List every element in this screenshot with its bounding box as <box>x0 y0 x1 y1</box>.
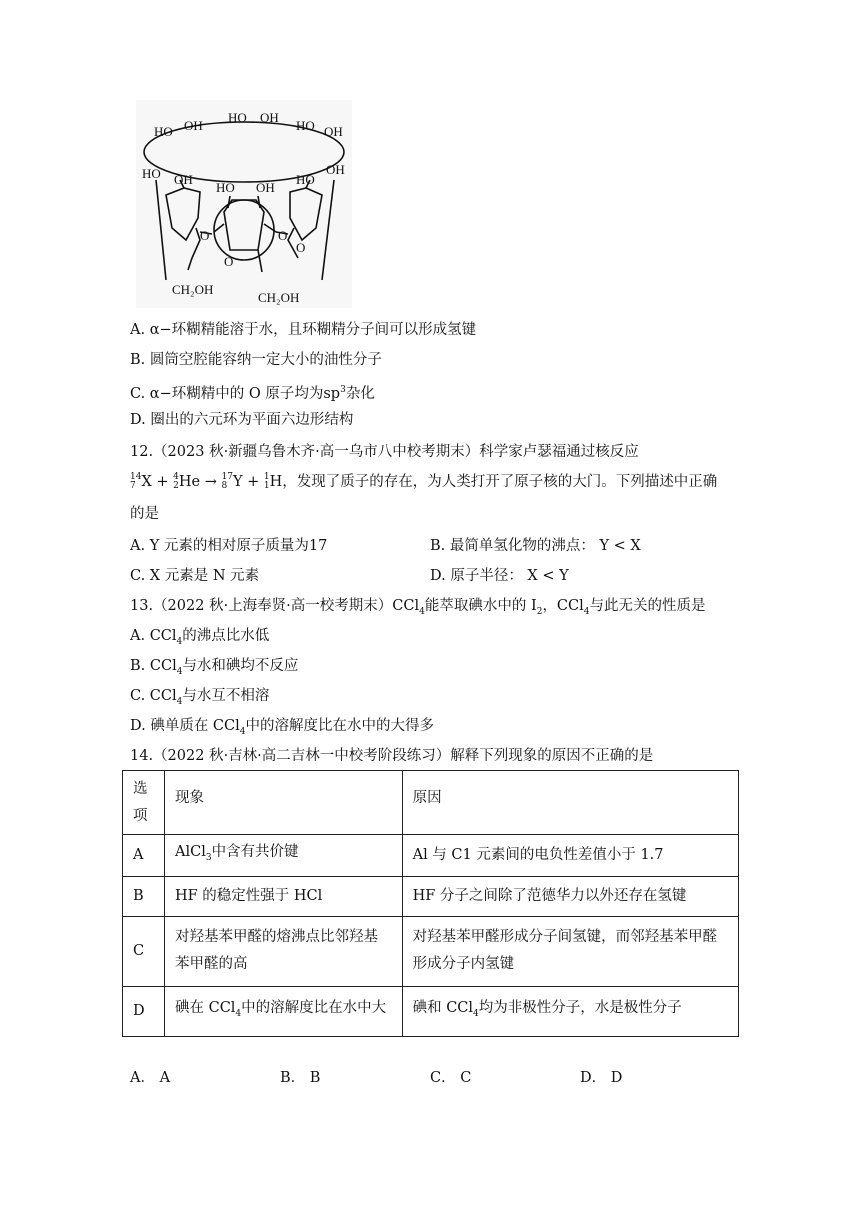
cell-text: 均为非极性分子，水是极性分子 <box>478 999 682 1016</box>
option-letter: C. <box>130 688 146 704</box>
option-letter: C. <box>130 568 146 584</box>
figure-ho-label: HO <box>296 172 315 187</box>
option-text: CCl <box>149 658 177 674</box>
header-text: 选 <box>133 780 148 797</box>
figure-ho-label: HO <box>142 166 161 181</box>
header-option <box>123 771 165 835</box>
option-text: 圆筒空腔能容纳一定大小的油性分子 <box>149 352 382 368</box>
subscript: 2 <box>536 606 543 617</box>
figure-o-label: O <box>200 228 210 243</box>
q14-answer-d[interactable]: D． D <box>580 1070 623 1086</box>
q11-option-d[interactable] <box>130 410 353 430</box>
row-phenomenon: HF 的稳定性强于 HCl <box>164 876 402 916</box>
option-text: 圈出的六元环为平面六边形结构 <box>150 412 354 428</box>
option-text: α−环糊精中的 O 原子均为 <box>149 385 324 402</box>
figure-oh-label: OH <box>326 162 345 177</box>
option-letter: A. <box>130 538 146 554</box>
table-row <box>123 916 739 986</box>
he-atomic-number: 2 <box>173 481 179 491</box>
cyclodextrin-structure-figure <box>136 100 352 308</box>
x-mass-number: 14 <box>130 472 142 482</box>
reaction-arrow: → <box>204 474 217 490</box>
q14-table <box>122 770 739 1037</box>
figure-o-label: O <box>278 228 288 243</box>
q12-option-d[interactable] <box>430 566 569 586</box>
cell-text: AlCl <box>174 844 206 860</box>
table-row <box>123 876 739 916</box>
q13-stem <box>130 596 706 622</box>
row-key: B <box>123 876 165 916</box>
option-text: 中的溶解度比在水中的大得多 <box>245 718 434 734</box>
he-symbol: He <box>178 474 201 490</box>
option-text: 与水和碘均不反应 <box>182 658 299 674</box>
option-text: CCl <box>149 628 177 644</box>
y-mass-number: 17 <box>221 472 233 482</box>
subscript: 4 <box>176 666 183 677</box>
y-symbol: Y <box>232 474 243 490</box>
q13-option-a[interactable] <box>130 626 269 652</box>
row-phenomenon <box>164 916 402 986</box>
subscript: 4 <box>176 696 183 707</box>
option-text: CCl <box>149 688 177 704</box>
q13-option-b[interactable] <box>130 656 298 682</box>
q11-option-a[interactable] <box>130 320 476 340</box>
x-symbol: X <box>141 474 152 490</box>
q12-option-a[interactable] <box>130 536 327 556</box>
figure-oh-label: OH <box>174 172 193 187</box>
q11-option-b[interactable] <box>130 350 382 370</box>
option-letter: D. <box>430 568 446 584</box>
row-phenomenon <box>164 986 402 1036</box>
q12-option-b[interactable] <box>430 536 641 556</box>
cell-text: 碘在 CCl <box>174 999 236 1016</box>
row-key: C <box>123 916 165 986</box>
row-reason: Al 与 C1 元素间的电负性差值小于 1.7 <box>402 835 738 877</box>
h-atomic-number: 1 <box>263 481 270 491</box>
option-letter: B. <box>130 352 146 368</box>
cell-text: 中含有共价键 <box>211 844 299 860</box>
row-key: D <box>123 986 165 1036</box>
cell-text: 对羟基苯甲醛形成分子间氢键，而邻羟基苯甲醛 <box>412 929 718 946</box>
figure-ho-label: HO <box>228 110 247 125</box>
subscript: 4 <box>235 1008 242 1019</box>
option-text: X 元素是 N 元素 <box>149 568 260 584</box>
plus-sign: + <box>247 474 260 490</box>
option-text: 杂化 <box>345 385 375 402</box>
q12-stem-line2 <box>130 472 717 492</box>
figure-oh-label: OH <box>324 124 343 139</box>
row-reason: HF 分子之间除了范德华力以外还存在氢键 <box>402 876 738 916</box>
y-atomic-number: 8 <box>221 481 228 491</box>
subscript: 4 <box>583 606 590 617</box>
cell-text: 中的溶解度比在水中大 <box>241 999 387 1016</box>
option-letter: A. <box>130 322 146 338</box>
figure-o-label: O <box>224 254 234 269</box>
figure-ho-label: HO <box>154 124 173 139</box>
plus-sign: + <box>156 474 169 490</box>
option-text: 最简单氢化物的沸点： Y < X <box>449 538 641 554</box>
subscript: 4 <box>176 636 183 647</box>
q14-answer-c[interactable]: C． C <box>430 1070 472 1086</box>
q13-stem-text: 13.（2022 秋·上海奉贤·高一校考期末）CCl <box>130 598 420 614</box>
header-reason: 原因 <box>402 771 738 835</box>
option-letter: D. <box>130 718 146 734</box>
option-text: 原子半径： X < Y <box>450 568 569 584</box>
q11-option-c[interactable] <box>130 380 375 404</box>
figure-o-label: O <box>296 240 306 255</box>
q14-answer-a[interactable]: A． A <box>130 1070 171 1086</box>
q12-stem-text: ，发现了质子的存在，为人类打开了原子核的大门。下列描述中正确 <box>282 474 718 490</box>
figure-oh-label: OH <box>184 118 203 133</box>
row-reason <box>402 916 738 986</box>
subscript: 3 <box>205 852 212 863</box>
option-text: 的沸点比水低 <box>182 628 270 644</box>
he-mass-number: 4 <box>173 472 179 482</box>
option-letter: D. <box>130 412 146 428</box>
table-row <box>123 986 739 1036</box>
option-text: α−环糊精能溶于水，且环糊精分子间可以形成氢键 <box>149 322 477 338</box>
subscript: 4 <box>419 606 425 617</box>
cell-text: 苯甲醛的高 <box>174 956 248 973</box>
h-symbol: H <box>269 474 283 490</box>
option-letter: A. <box>130 628 146 644</box>
row-key: A <box>123 835 165 877</box>
cell-text: 碘和 CCl <box>412 999 474 1016</box>
row-phenomenon <box>164 835 402 877</box>
option-letter: B. <box>430 538 446 554</box>
hybridization-superscript: 3 <box>340 385 346 395</box>
option-text: 与水互不相溶 <box>182 688 270 704</box>
h-mass-number: 1 <box>263 472 270 482</box>
option-text: Y 元素的相对原子质量为17 <box>149 538 328 554</box>
q13-stem-text: 与此无关的性质是 <box>589 598 706 614</box>
q13-stem-text: 能萃取碘水中的 I <box>424 598 537 614</box>
subscript: 4 <box>239 726 246 737</box>
header-phenomenon: 现象 <box>164 771 402 835</box>
option-text: 碘单质在 CCl <box>150 718 240 734</box>
table-row <box>123 835 739 877</box>
cell-text: 对羟基苯甲醛的熔沸点比邻羟基 <box>174 929 378 946</box>
option-letter: C. <box>130 385 146 402</box>
q14-stem: 14.（2022 秋·吉林·高二吉林一中校考阶段练习）解释下列现象的原因不正确的是 <box>130 748 654 764</box>
figure-oh-label: OH <box>260 110 279 125</box>
q14-answer-b[interactable]: B． B <box>280 1070 321 1086</box>
q13-stem-text: ，CCl <box>542 598 584 614</box>
q13-option-c[interactable] <box>130 686 269 712</box>
q13-option-d[interactable] <box>130 716 434 742</box>
cell-text: 形成分子内氢键 <box>412 956 515 973</box>
table-header-row <box>123 771 739 835</box>
figure-ho-label: HO <box>296 118 315 133</box>
figure-ch2oh-label: CH₂OH <box>258 290 300 305</box>
header-text: 项 <box>133 807 148 824</box>
q12-option-c[interactable] <box>130 566 259 586</box>
figure-ch2oh-label: CH₂OH <box>172 282 214 297</box>
figure-ho-label: HO <box>216 180 235 195</box>
hybridization-sp: sp <box>323 385 341 402</box>
subscript: 4 <box>473 1008 479 1019</box>
x-atomic-number: 7 <box>130 481 136 491</box>
row-reason <box>402 986 738 1036</box>
figure-oh-label: OH <box>256 180 275 195</box>
nuclear-equation <box>130 472 282 492</box>
q12-stem-line3: 的是 <box>130 506 159 522</box>
q12-stem-line1: 12.（2023 秋·新疆乌鲁木齐·高一乌市八中校考期末）科学家卢瑟福通过核反应 <box>130 444 639 460</box>
option-letter: B. <box>130 658 146 674</box>
